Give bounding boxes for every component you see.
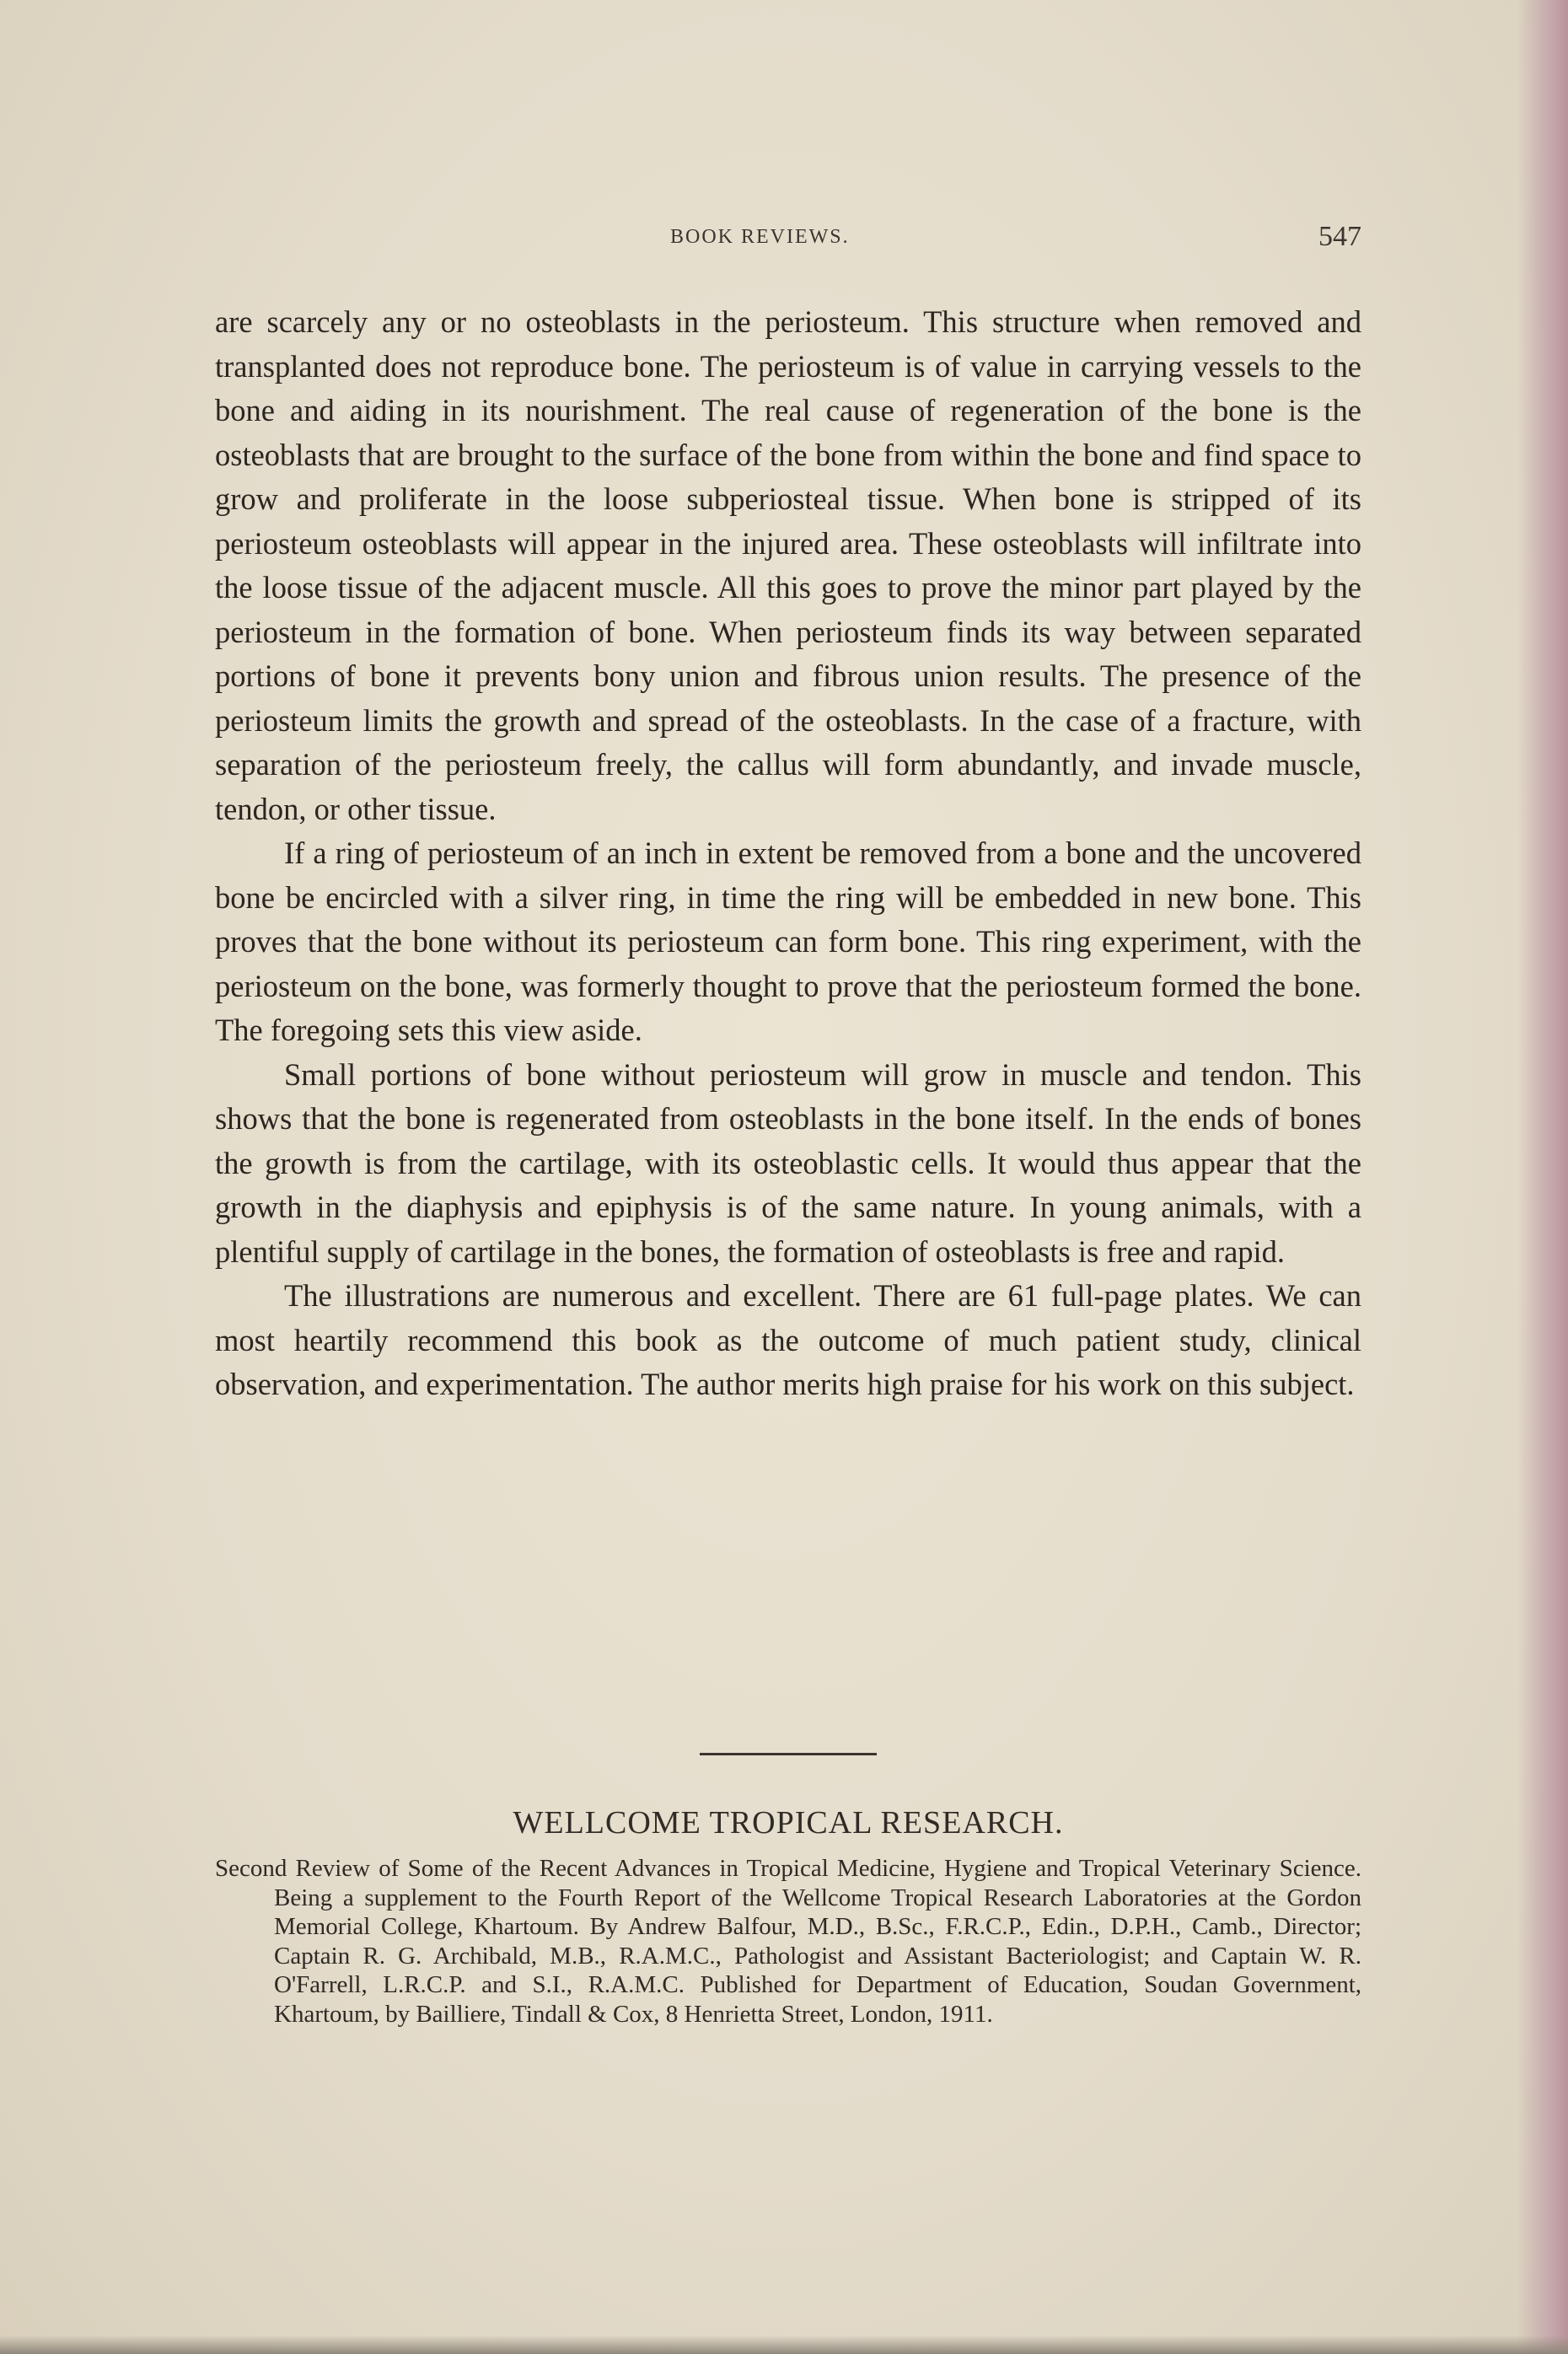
- page-bottom-edge: [0, 2335, 1568, 2354]
- running-title: BOOK REVIEWS.: [670, 226, 850, 248]
- section-heading: WELLCOME TROPICAL RESEARCH.: [513, 1805, 1064, 1841]
- paragraph-continued: are scarcely any or no osteoblasts in the periosteum. This structure when removed and transplanted does not reproduce bone. The periosteum is of value in carrying vessels to the bone and aiding in its nourishment. The real cause of regeneration of the bone is the osteoblasts that are brought to the surface of the bone from within the bone and find space to grow and proliferate in the loose subperiosteal tissue. When bone is stripped of its periosteum osteoblasts will appear in the injured area. These osteoblasts will infiltrate into the loose tissue of the adjacent muscle. All this goes to prove the minor part played by the periosteum in the formation of bone. When periosteum finds its way between separated portions of bone it prevents bony union and fibrous union results. The presence of the periosteum limits the growth and spread of the osteoblasts. In the case of a fracture, with separation of the periosteum freely, the callus will form abundantly, and invade muscle, tendon, or other tissue.: [215, 304, 1361, 826]
- binding-edge: [1517, 0, 1568, 2354]
- review-body: [215, 300, 1361, 1407]
- paragraph-ring-experiment: If a ring of periosteum of an inch in extent be removed from a bone and the uncovered bone be encircled with a silver ring, in time the ring will be embedded in new bone. This proves that the bone without its periosteum can form bone. This ring experiment, with the periosteum on the bone, was formerly thought to prove that the periosteum formed the bone. The foregoing sets this view aside.: [215, 836, 1361, 1047]
- book-citation: Second Review of Some of the Recent Advances in Tropical Medicine, Hygiene and Tropical Veterinary Science. Being a supplement to the Fourth Report of the Wellcome Tropical Research Laboratories at the Gordon Memorial College, Khartoum. By Andrew Balfour, M.D., B.Sc., F.R.C.P., Edin., D.P.H., Camb., Director; Captain R. G. Archibald, M.B., R.A.M.C., Pathologist and Assistant Bacteriologist; and Captain W. R. O'Farrell, L.R.C.P. and S.I., R.A.M.C. Published for Department of Education, Soudan Government, Khartoum, by Bailliere, Tindall & Cox, 8 Henrietta Street, London, 1911.: [215, 1855, 1361, 2028]
- paragraph-bone-growth: Small portions of bone without periosteum will grow in muscle and tendon. This shows that the bone is regenerated from osteoblasts in the bone itself. In the ends of bones the growth is from the cartilage, with its osteoblastic cells. It would thus appear that the growth in the diaphysis and epiphysis is of the same nature. In young animals, with a plentiful supply of cartilage in the bones, the formation of osteoblasts is free and rapid.: [215, 1056, 1361, 1269]
- section-divider: [700, 1753, 877, 1755]
- page-number: 547: [1318, 221, 1361, 252]
- running-head: [215, 221, 1361, 263]
- paragraph-conclusion: The illustrations are numerous and excellent. There are 61 full-page plates. We can most heartily recommend this book as the outcome of much patient study, clinical observation, and experimentation. The author merits high praise for his work on this subject.: [215, 1278, 1361, 1401]
